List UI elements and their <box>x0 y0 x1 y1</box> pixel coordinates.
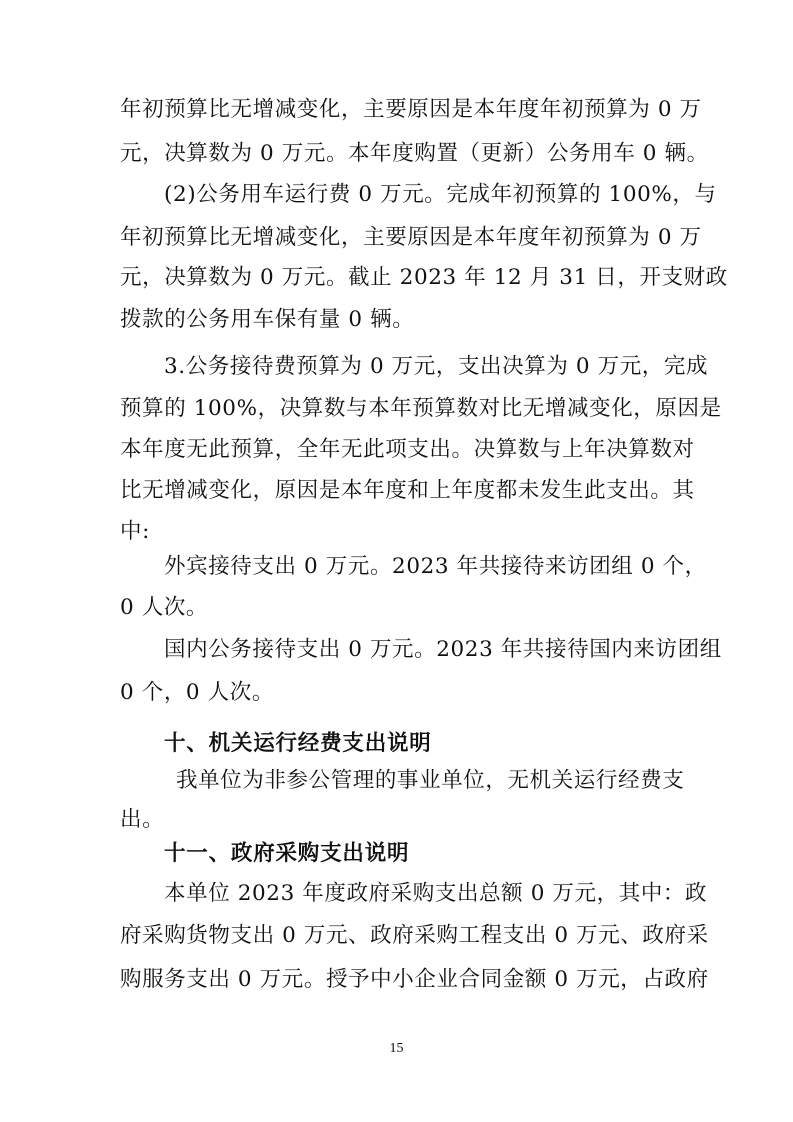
body-text-line: 本单位 2023 年度政府采购支出总额 0 万元，其中：政 <box>164 881 708 906</box>
body-text-line: 购服务支出 0 万元。授予中小企业合同金额 0 万元，占政府 <box>120 967 709 992</box>
body-text-line: 元，决算数为 0 万元。本年度购置（更新）公务用车 0 辆。 <box>120 141 709 166</box>
body-text-line: 中: <box>120 519 150 544</box>
body-text-line: 府采购货物支出 0 万元、政府采购工程支出 0 万元、政府采 <box>120 923 709 948</box>
body-text-line: 外宾接待支出 0 万元。2023 年共接待来访团组 0 个， <box>164 554 707 579</box>
body-text-line: 我单位为非参公管理的事业单位，无机关运行经费支 <box>176 768 685 793</box>
section-heading: 十、机关运行经费支出说明 <box>164 731 432 756</box>
body-text-line: 0 个，0 人次。 <box>120 680 274 705</box>
body-text-line: 出。 <box>120 807 165 832</box>
body-text-line: 年初预算比无增减变化，主要原因是本年度年初预算为 0 万 <box>120 97 702 122</box>
body-text-line: (2)公务用车运行费 0 万元。完成年初预算的 100%，与 <box>164 182 717 207</box>
body-text-line: 0 人次。 <box>120 595 209 620</box>
body-text-line: 元，决算数为 0 万元。截止 2023 年 12 月 31 日，开支财政 <box>120 265 728 290</box>
section-heading: 十一、政府采购支出说明 <box>164 841 410 866</box>
body-text-line: 比无增减变化，原因是本年度和上年度都未发生此支出。其 <box>120 478 695 503</box>
body-text-line: 本年度无此预算，全年无此项支出。决算数与上年决算数对 <box>120 437 695 462</box>
body-text-line: 预算的 100%，决算数与本年预算数对比无增减变化，原因是 <box>120 396 722 421</box>
body-text-line: 年初预算比无增减变化，主要原因是本年度年初预算为 0 万 <box>120 225 702 250</box>
body-text-line: 国内公务接待支出 0 万元。2023 年共接待国内来访团组 <box>164 637 722 662</box>
body-text-line: 3.公务接待费预算为 0 万元，支出决算为 0 万元，完成 <box>164 354 709 379</box>
body-text-line: 拨款的公务用车保有量 0 辆。 <box>120 307 415 332</box>
page-number: 15 <box>389 1041 404 1056</box>
